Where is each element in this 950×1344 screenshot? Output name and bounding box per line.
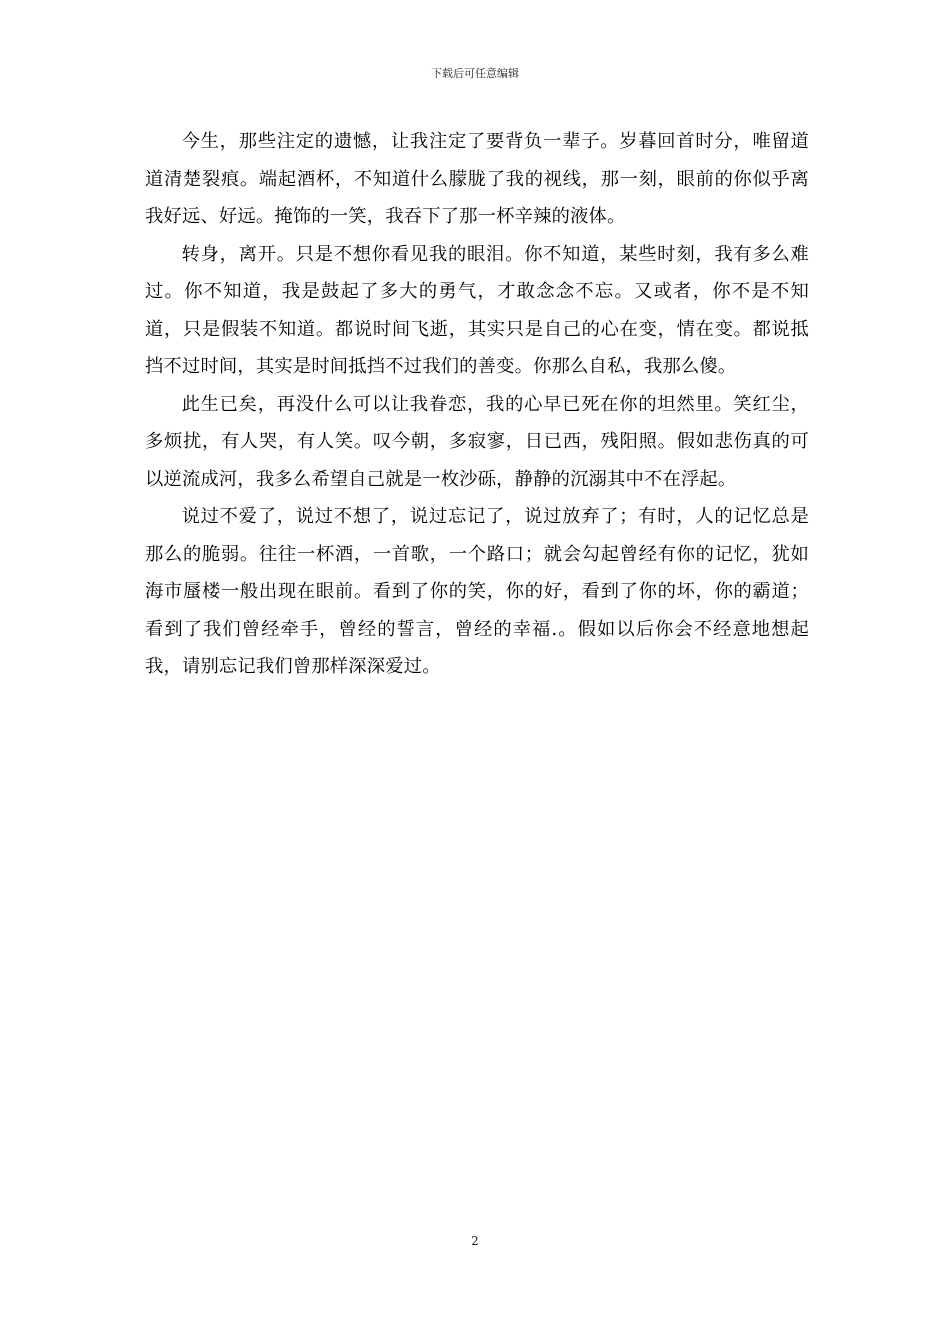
page-header: 下载后可任意编辑: [431, 67, 519, 80]
body-text: [145, 123, 809, 686]
paragraph-2: 转身，离开。只是不想你看见我的眼泪。你不知道，某些时刻，我有多么难过。你不知道，我是鼓起了多大的勇气，才敢念念不忘。又或者，你不是不知道，只是假装不知道。都说时间飞逝，其实只是自己的心在变，情在变。都说抵挡不过时间，其实是时间抵挡不过我们的善变。你那么自私，我那么傻。: [145, 243, 809, 377]
page-number: 2: [471, 1234, 479, 1248]
paragraph-1: 今生，那些注定的遗憾，让我注定了要背负一辈子。岁暮回首时分，唯留道道清楚裂痕。端起酒杯，不知道什么朦胧了我的视线，那一刻，眼前的你似乎离我好远、好远。掩饰的一笑，我吞下了那一杯辛辣的液体。: [145, 131, 809, 227]
paragraph-4: 说过不爱了，说过不想了，说过忘记了，说过放弃了；有时，人的记忆总是那么的脆弱。往往一杯酒，一首歌，一个路口；就会勾起曾经有你的记忆，犹如海市蜃楼一般出现在眼前。看到了你的笑，你的好，看到了你的坏，你的霸道；看到了我们曾经牵手，曾经的誓言，曾经的幸福.。假如以后你会不经意地想起我，请别忘记我们曾那样深深爱过。: [145, 506, 809, 677]
paragraph-3: 此生已矣，再没什么可以让我眷恋，我的心早已死在你的坦然里。笑红尘，多烦扰，有人哭，有人笑。叹今朝，多寂寥，日已西，残阳照。假如悲伤真的可以逆流成河，我多么希望自己就是一枚沙砾，静静的沉溺其中不在浮起。: [145, 393, 809, 490]
